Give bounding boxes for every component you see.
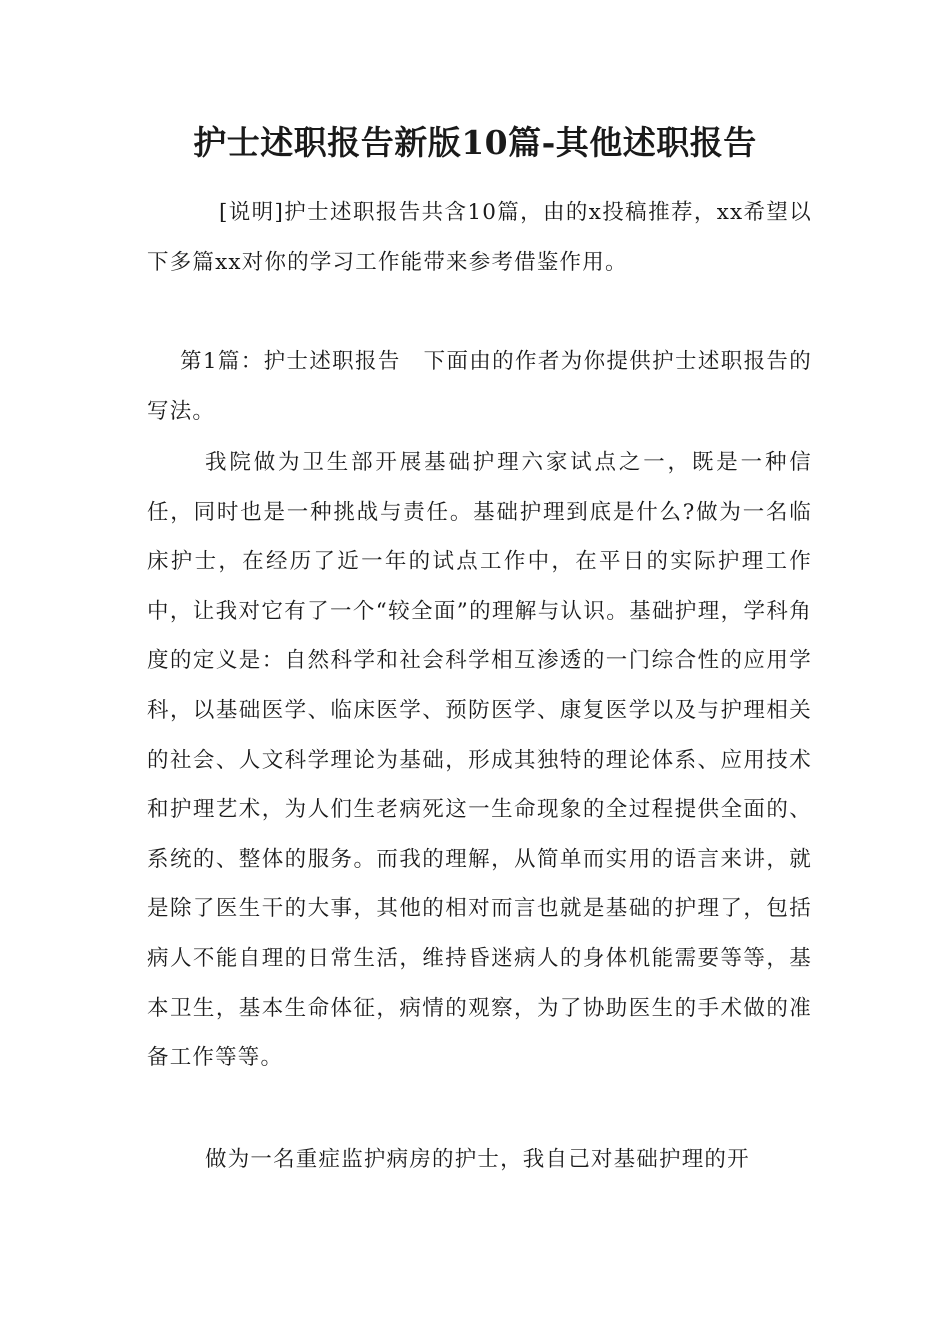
document-title: 护士述职报告新版10篇-其他述职报告: [193, 123, 757, 162]
intro-paragraph: [说明]护士述职报告共含10篇，由的x投稿推荐，xx希望以下多篇xx对你的学习工作能带来参考借鉴作用。: [147, 200, 812, 275]
section-1-heading: 第1篇：护士述职报告 下面由的作者为你提供护士述职报告的写法。: [147, 349, 812, 424]
body-paragraph-1: 我院做为卫生部开展基础护理六家试点之一，既是一种信任，同时也是一种挑战与责任。基础护理到底是什么?做为一名临床护士，在经历了近一年的试点工作中，在平日的实际护理工作中，让我对它有了一个“较全面”的理解与认识。基础护理，学科角度的定义是：自然科学和社会科学相互渗透的一门综合性的应用学科，以基础医学、临床医学、预防医学、康复医学以及与护理相关的社会、人文科学理论为基础，形成其独特的理论体系、应用技术和护理艺术，为人们生老病死这一生命现象的全过程提供全面的、系统的、整体的服务。而我的理解，从简单而实用的语言来讲，就是除了医生干的大事，其他的相对而言也就是基础的护理了，包括病人不能自理的日常生活，维持昏迷病人的身体机能需要等等，基本卫生，基本生命体征，病情的观察，为了协助医生的手术做的准备工作等等。: [147, 450, 812, 1071]
body-paragraph-2: 做为一名重症监护病房的护士，我自己对基础护理的开: [205, 1147, 750, 1172]
